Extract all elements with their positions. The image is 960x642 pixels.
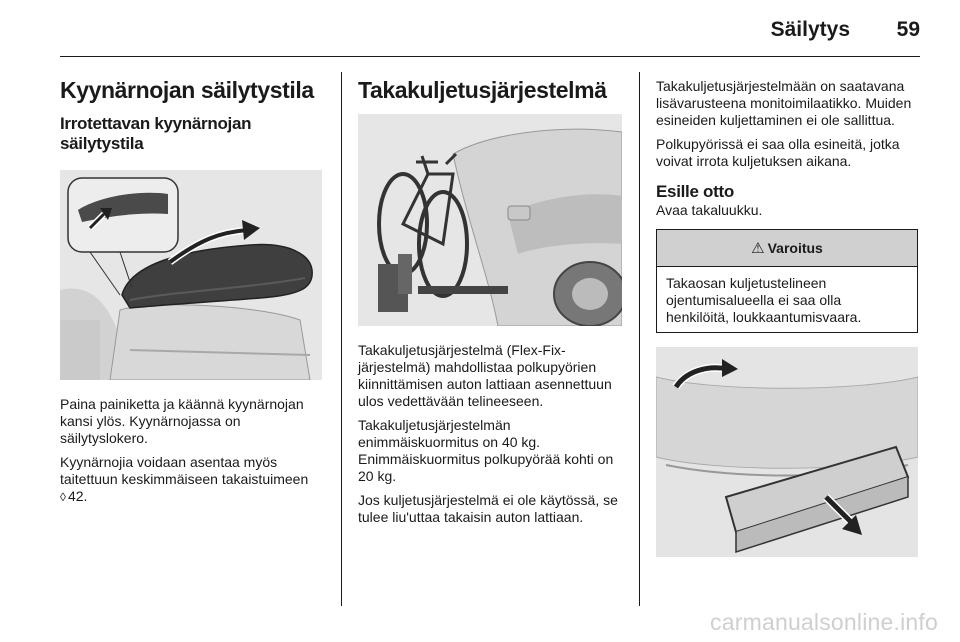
page-reference-icon: ◊: [60, 490, 66, 504]
column-divider-left: [341, 72, 342, 606]
header-rule: [60, 56, 920, 57]
warning-title: Varoitus: [767, 240, 823, 256]
subheading-deploy: Esille otto: [656, 182, 734, 201]
page-header-title: Säilytys: [770, 18, 850, 41]
carrier-paragraph-4: Takakuljetusjärjestelmään on saatavana lisävarusteena monitoimilaatikko. Muiden esineiden kuljettaminen ei ole sallittua.: [656, 78, 912, 128]
subheading-removable-armrest: Irrotettavan kyynärnojan säilytystila: [60, 114, 252, 153]
warning-header: [657, 230, 917, 267]
carrier-paragraph-2: Takakuljetusjärjestelmän enimmäiskuormitus on 40 kg. Enimmäiskuormitus polkupyörää kohti on 20 kg.: [358, 417, 614, 484]
column-armrest: [60, 72, 324, 513]
warning-triangle-icon: ⚠: [751, 240, 765, 257]
section-heading-rear-carrier: Takakuljetusjärjestelmä: [358, 77, 607, 103]
carrier-paragraph-1: Takakuljetusjärjestelmä (Flex-Fix-järjestelmä) mahdollistaa polkupyörien kiinnittämisen auton lattiaan asennettuun ulos vedettävään telineeseen.: [358, 342, 612, 409]
bike-carrier-illustration: [358, 114, 622, 326]
page-number: 59: [896, 18, 920, 41]
rear-bumper-illustration: [656, 347, 918, 557]
carrier-paragraph-5: Polkupyörissä ei saa olla esineitä, jotka voivat irrota kuljetuksen aikana.: [656, 136, 900, 169]
carrier-paragraph-3: Jos kuljetusjärjestelmä ei ole käytössä, se tulee liu'uttaa takaisin auton lattiaan.: [358, 492, 618, 525]
armrest-paragraph-2-text: Kyynärnojia voidaan asentaa myös taitettuun keskimmäiseen takaistuimeen: [60, 454, 309, 487]
column-rear-carrier: [358, 72, 624, 533]
armrest-illustration: [60, 170, 322, 380]
armrest-paragraph-2: [60, 454, 324, 506]
armrest-paragraph-1: Paina painiketta ja käännä kyynärnojan kansi ylös. Kyynärnojassa on säilytyslokero.: [60, 396, 304, 446]
warning-box: [656, 229, 918, 333]
deploy-paragraph: Avaa takaluukku.: [656, 202, 763, 218]
column-carrier-continued: [656, 72, 920, 557]
warning-body: Takaosan kuljetustelineen ojentumisalueella ei saa olla henkilöitä, loukkaantumisvaara.: [666, 275, 862, 325]
watermark: carmanualsonline.info: [710, 609, 938, 635]
section-heading-armrest: Kyynärnojan säilytystila: [60, 77, 314, 103]
page-reference-link[interactable]: 42.: [67, 488, 88, 504]
column-divider-right: [639, 72, 640, 606]
